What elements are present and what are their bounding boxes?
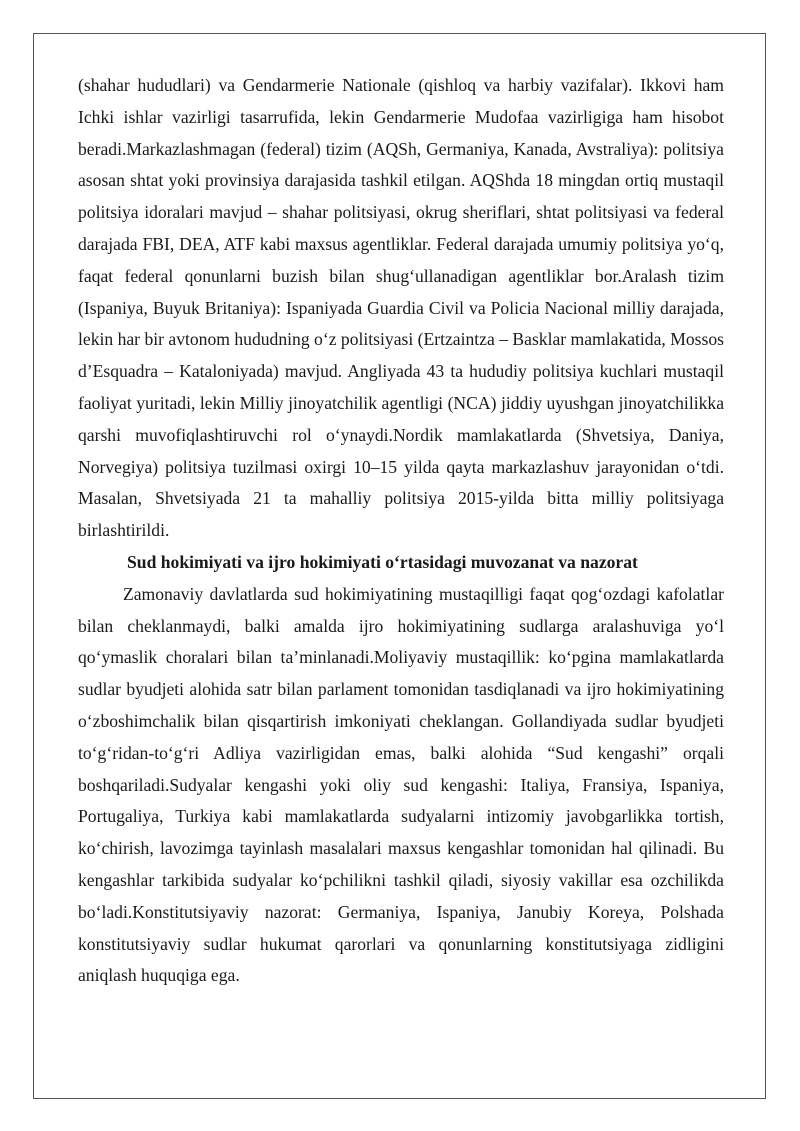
body-paragraph-police-systems: (shahar hududlari) va Gendarmerie Nationale (qishloq va harbiy vazifalar). Ikkovi ham Ichki ishlar vazirligi tasarrufida, lekin Gendarmerie Mudofaa vazirligiga ham hisobot beradi.Markazlashmagan (federal) tizim (AQSh, Germaniya, Kanada, Avstraliya): politsiya asosan shtat yoki provinsiya darajasida tashkil etilgan. AQShda 18 mingdan ortiq mustaqil politsiya idoralari mavjud – shahar politsiyasi, okrug sheriflari, shtat politsiyasi va federal darajada FBI, DEA, ATF kabi maxsus agentliklar. Federal darajada umumiy politsiya yo‘q, faqat federal qonunlarni buzish bilan shug‘ullanadigan agentliklar bor.Aralash tizim (Ispaniya, Buyuk Britaniya): Ispaniyada Guardia Civil va Policia Nacional milliy darajada, lekin har bir avtonom hududning o‘z politsiyasi (Ertzaintza – Basklar mamlakatida, Mossos d’Esquadra – Kataloniyada) mavjud. Angliyada 43 ta hududiy politsiya kuchlari mustaqil faoliyat yuritadi, lekin Milliy jinoyatchilik agentligi (NCA) jiddiy uyushgan jinoyatchilikka qarshi muvofiqlashtiruvchi rol o‘ynaydi.Nordik mamlakatlarda (Shvetsiya, Daniya, Norvegiya) politsiya tuzilmasi oxirgi 10–15 yilda qayta markazlashuv jarayonidan o‘tdi. Masalan, Shvetsiyada 21 ta mahalliy politsiya 2015-yilda bitta milliy politsiyaga birlashtirildi. (78, 75, 724, 541)
body-paragraph-judicial-independence: Zamonaviy davlatlarda sud hokimiyatining mustaqilligi faqat qog‘ozdagi kafolatlar bilan cheklanmaydi, balki amalda ijro hokimiyatining sudlarga aralashuviga yo‘l qo‘ymaslik choralari bilan ta’minlanadi.Moliyaviy mustaqillik: ko‘pgina mamlakatlarda sudlar byudjeti alohida satr bilan parlament tomonidan tasdiqlanadi va ijro hokimiyatining o‘zboshimchalik bilan qisqartirish imkoniyati cheklangan. Gollandiyada sudlar byudjeti to‘g‘ridan-to‘g‘ri Adliya vazirligidan emas, balki alohida “Sud kengashi” orqali boshqariladi.Sudyalar kengashi yoki oliy sud kengashi: Italiya, Fransiya, Ispaniya, Portugaliya, Turkiya kabi mamlakatlarda sudyalarni intizomiy javobgarlikka tortish, ko‘chirish, lavozimga tayinlash masalalari maxsus kengashlar tomonidan hal qilinadi. Bu kengashlar tarkibida sudyalar ko‘pchilikni tashkil qiladi, siyosiy vakillar esa ozchilikda bo‘ladi.Konstitutsiyaviy nazorat: Germaniya, Ispaniya, Janubiy Koreya, Polshada konstitutsiyaviy sudlar hukumat qarorlari va qonunlarning konstitutsiyaga zidligini aniqlash huquqiga ega. (78, 583, 724, 986)
section-heading: Sud hokimiyati va ijro hokimiyati o‘rtasidagi muvozanat va nazorat (127, 551, 638, 572)
document-body (78, 70, 724, 992)
